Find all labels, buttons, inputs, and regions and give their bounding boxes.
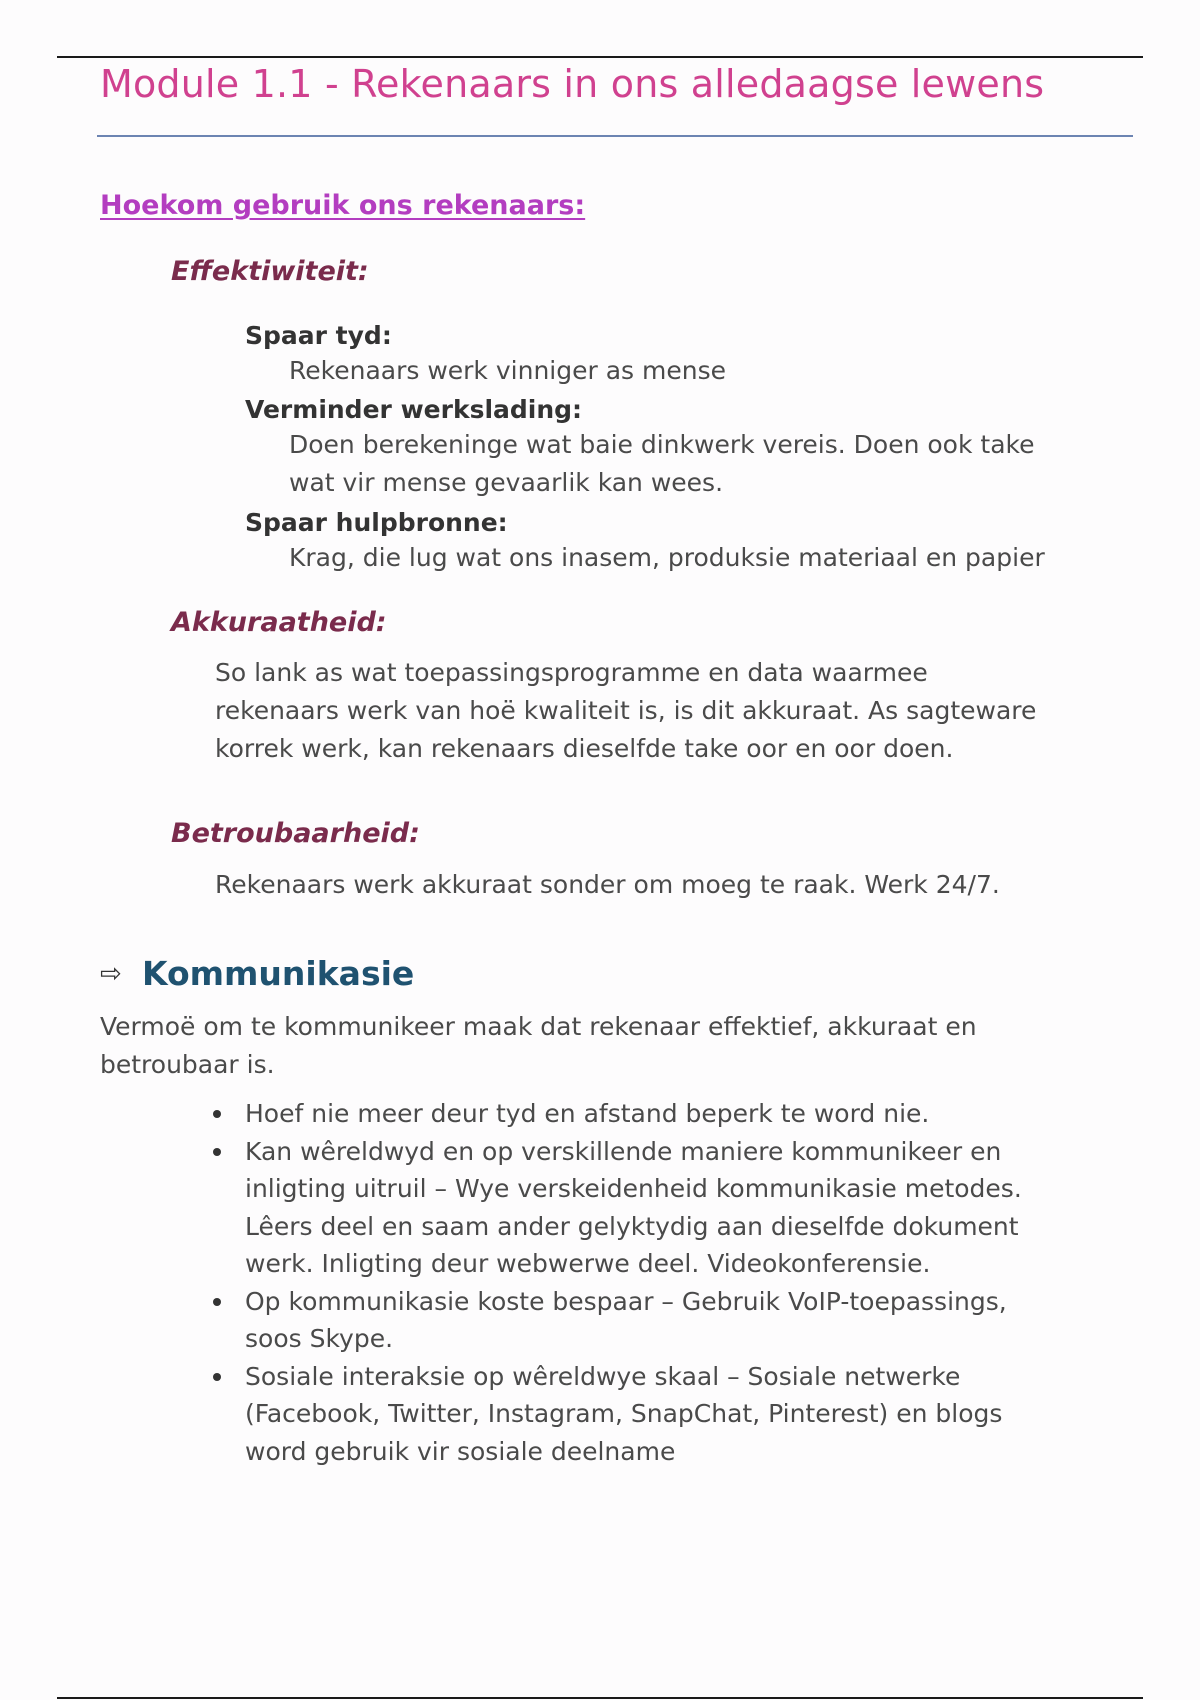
text-line: rekenaars werk van hoë kwaliteit is, is dit akkuraat. As sagteware bbox=[215, 696, 1037, 725]
title-underline-rule bbox=[97, 135, 1133, 137]
desc-spaar-tyd bbox=[289, 352, 726, 390]
kommunikasie-bullet-list bbox=[200, 1095, 1022, 1470]
page-bottom-border bbox=[57, 1697, 1143, 1699]
desc-spaar-hulpbronne bbox=[289, 539, 1045, 577]
term-spaar-hulpbronne: Spaar hulpbronne: bbox=[245, 508, 508, 537]
term-spaar-tyd: Spaar tyd: bbox=[245, 321, 392, 350]
text-line: wat vir mense gevaarlik kan wees. bbox=[289, 468, 724, 497]
bullet-icon bbox=[213, 1110, 221, 1118]
text-line: Hoef nie meer deur tyd en afstand beperk te word nie. bbox=[245, 1099, 930, 1128]
kommunikasie-heading-text: Kommunikasie bbox=[142, 954, 415, 993]
arrow-right-outline-icon: ⇨ bbox=[100, 959, 122, 989]
subheading-effektiwiteit: Effektiwiteit: bbox=[171, 256, 369, 287]
text-line: werk. Inligting deur webwerwe deel. Videokonferensie. bbox=[245, 1249, 931, 1278]
text-line: inligting uitruil – Wye verskeidenheid kommunikasie metodes. bbox=[245, 1174, 1022, 1203]
section-heading-kommunikasie bbox=[100, 952, 414, 996]
list-item bbox=[200, 1283, 1022, 1358]
text-line: Krag, die lug wat ons inasem, produksie materiaal en papier bbox=[289, 543, 1045, 572]
paragraph-akkuraatheid bbox=[215, 654, 1036, 768]
text-line: Doen berekeninge wat baie dinkwerk vereis. Doen ook take bbox=[289, 430, 1035, 459]
text-line: Op kommunikasie koste bespaar – Gebruik VoIP-toepassings, bbox=[245, 1286, 1007, 1316]
text-line: soos Skype. bbox=[245, 1324, 394, 1353]
text-line: (Facebook, Twitter, Instagram, SnapChat, Pinterest) en blogs bbox=[245, 1399, 1003, 1428]
text-line: Rekenaars werk akkuraat sonder om moeg te raak. Werk 24/7. bbox=[215, 870, 1000, 899]
text-line: Vermoë om te kommunikeer maak dat rekenaar effektief, akkuraat en bbox=[100, 1012, 977, 1041]
bullet-icon bbox=[213, 1373, 221, 1381]
subheading-betroubaarheid: Betroubaarheid: bbox=[171, 818, 420, 849]
paragraph-kommunikasie-intro bbox=[100, 1008, 977, 1084]
text-line: word gebruik vir sosiale deelname bbox=[245, 1436, 676, 1466]
text-line: korrek werk, kan rekenaars dieselfde take oor en oor doen. bbox=[215, 734, 954, 763]
paragraph-betroubaarheid bbox=[215, 866, 1000, 904]
document-title: Module 1.1 - Rekenaars in ons alledaagse lewens bbox=[100, 62, 1045, 106]
list-item bbox=[200, 1358, 1022, 1471]
bullet-icon bbox=[213, 1298, 221, 1306]
section-heading-why-computers: Hoekom gebruik ons rekenaars: bbox=[100, 190, 586, 221]
list-item bbox=[200, 1095, 1022, 1133]
text-line: So lank as wat toepassingsprogramme en data waarmee bbox=[215, 658, 928, 687]
text-line: betroubaar is. bbox=[100, 1050, 275, 1079]
desc-verminder-werkslading bbox=[289, 426, 1035, 502]
subheading-akkuraatheid: Akkuraatheid: bbox=[171, 607, 387, 638]
text-line: Sosiale interaksie op wêreldwye skaal – Sosiale netwerke bbox=[245, 1361, 961, 1391]
text-line: Kan wêreldwyd en op verskillende maniere kommunikeer en bbox=[245, 1136, 1002, 1166]
bullet-icon bbox=[213, 1148, 221, 1156]
text-line: Lêers deel en saam ander gelyktydig aan dieselfde dokument bbox=[245, 1211, 1019, 1241]
term-verminder-werkslading: Verminder werkslading: bbox=[245, 395, 583, 424]
text-line: Rekenaars werk vinniger as mense bbox=[289, 356, 726, 385]
list-item bbox=[200, 1133, 1022, 1283]
